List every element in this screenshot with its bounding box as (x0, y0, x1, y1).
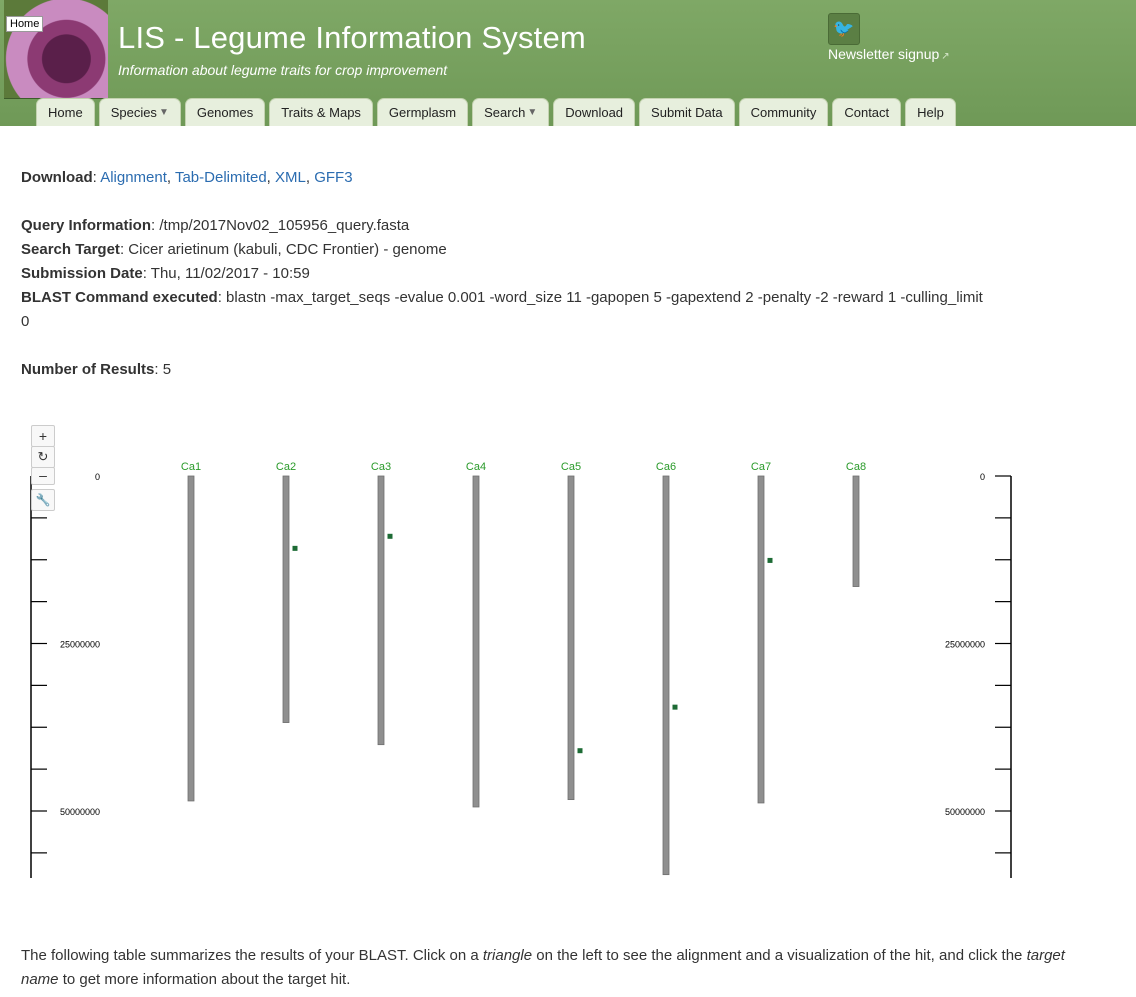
download-alignment-link[interactable]: Alignment (100, 169, 167, 186)
chromosome-bar (283, 476, 289, 723)
chromosome-label: Ca2 (275, 461, 297, 473)
nav-tab-label: Genomes (196, 105, 254, 120)
blast-hit-marker (578, 748, 583, 753)
caret-down-icon: ▼ (158, 107, 169, 118)
blast-hit-marker (388, 534, 393, 539)
download-row: Download: Alignment, Tab-Delimited, XML, GFF3 (21, 169, 353, 186)
chromosome-label: Ca5 (560, 461, 582, 473)
blast-command-cont: 0 (21, 313, 30, 330)
nav-tab-label: Species (110, 105, 157, 120)
blast-command: blastn -max_target_seqs -evalue 0.001 -word_size 11 -gapopen 5 -gapextend 2 -penalty -2 -reward 1 -culling_limit (226, 289, 983, 306)
nav-tab-help[interactable] (905, 98, 956, 126)
chromosome-bar (758, 476, 764, 803)
results-label: Number of Results (21, 361, 155, 378)
right-axis-tick-label: 25000000 (944, 639, 985, 650)
chromosome-bar (473, 476, 479, 807)
twitter-icon[interactable]: 🐦 (828, 13, 860, 45)
nav-tab-species[interactable] (99, 98, 181, 126)
download-xml-link[interactable]: XML (275, 169, 306, 186)
right-axis-tick-label: 50000000 (944, 807, 985, 817)
chromosome-bar (188, 476, 194, 801)
nav-tab-home[interactable] (36, 98, 95, 126)
left-axis-tick-label: 0 (94, 472, 100, 482)
right-axis-tick-label: 0 (979, 472, 985, 482)
nav-tab-label: Download (565, 105, 624, 120)
chromosome-bar (853, 476, 859, 587)
download-gff3-link[interactable]: GFF3 (314, 169, 353, 186)
nav-tab-label: Search (484, 105, 526, 120)
submission-date-row: Submission Date: Thu, 11/02/2017 - 10:59 (21, 265, 310, 282)
nav-tab-contact[interactable] (832, 98, 901, 126)
nav-tab-label: Home (48, 105, 83, 120)
chromosome-chart (0, 418, 1100, 888)
chromosome-label: Ca6 (655, 461, 677, 473)
results-count: 5 (162, 361, 172, 378)
chromosome-bar (378, 476, 384, 745)
left-axis-tick-label: 25000000 (59, 639, 100, 650)
chromosome-bar (568, 476, 574, 800)
home-badge[interactable]: Home (6, 16, 43, 32)
nav-tab-label: Submit Data (651, 105, 723, 120)
chromosome-bar (663, 476, 669, 875)
results-summary: The following table summarizes the results of your BLAST. Click on a triangle on the left to see the alignment and a visualization of the hit, and click the target name to get more information about the target hit. (21, 947, 1065, 988)
target-name-term: target name (21, 947, 1065, 988)
query-info (21, 214, 1101, 334)
blast-hit-marker (673, 705, 678, 710)
caret-down-icon: ▼ (527, 107, 538, 118)
settings-wrench-icon[interactable]: 🔧 (31, 489, 55, 511)
download-label: Download (21, 169, 93, 186)
blast-command-row: BLAST Command executed: blastn -max_target_seqs -evalue 0.001 -word_size 11 -gapopen 5 -gapextend 2 -penalty -2 -reward 1 -culling_limit (21, 289, 983, 306)
genome-hit-map (0, 418, 1100, 893)
zoom-in-button[interactable]: + (31, 425, 55, 447)
site-logo[interactable] (4, 0, 108, 99)
nav-tab-traits-maps[interactable] (269, 98, 373, 126)
nav-tab-search[interactable] (472, 98, 549, 126)
triangle-term: triangle (482, 947, 533, 964)
newsletter-label: Newsletter signup (828, 46, 940, 62)
site-subtitle: Information about legume traits for crop improvement (118, 62, 448, 78)
download-tab-delimited-link[interactable]: Tab-Delimited (174, 169, 267, 186)
nav-tab-label: Germplasm (388, 105, 457, 120)
newsletter-signup-link[interactable] (828, 46, 950, 62)
search-target: Cicer arietinum (kabuli, CDC Frontier) - genome (128, 241, 447, 258)
query-info-row: Query Information: /tmp/2017Nov02_105956_query.fasta (21, 217, 410, 234)
left-axis-tick-label: 50000000 (59, 807, 100, 817)
nav-tab-label: Community (750, 105, 817, 120)
main-nav (36, 98, 956, 126)
nav-tab-submit-data[interactable] (639, 98, 735, 126)
external-link-icon: ↗ (941, 51, 950, 62)
nav-tab-community[interactable] (739, 98, 829, 126)
nav-tab-download[interactable] (553, 98, 635, 126)
search-target-row: Search Target: Cicer arietinum (kabuli, CDC Frontier) - genome (21, 241, 447, 258)
blast-hit-marker (768, 558, 773, 563)
number-of-results-row: Number of Results: 5 (21, 361, 172, 378)
nav-tab-label: Help (917, 105, 944, 120)
chromosome-label: Ca1 (180, 461, 202, 473)
chromosome-label: Ca8 (845, 461, 867, 473)
query-file: /tmp/2017Nov02_105956_query.fasta (159, 217, 410, 234)
nav-tab-genomes[interactable] (185, 98, 265, 126)
submission-date: Thu, 11/02/2017 - 10:59 (150, 265, 310, 282)
chromosome-label: Ca7 (750, 461, 772, 473)
nav-tab-label: Contact (844, 105, 890, 120)
site-header (0, 0, 1136, 126)
nav-tab-germplasm[interactable] (377, 98, 468, 126)
nav-tab-label: Traits & Maps (281, 105, 361, 120)
blast-hit-marker (293, 546, 298, 551)
chromosome-label: Ca3 (370, 461, 392, 473)
reset-view-button[interactable]: ↻ (31, 446, 55, 468)
chromosome-label: Ca4 (465, 461, 487, 473)
site-title[interactable]: LIS - Legume Information System (118, 20, 586, 55)
zoom-out-button[interactable]: – (31, 467, 55, 485)
